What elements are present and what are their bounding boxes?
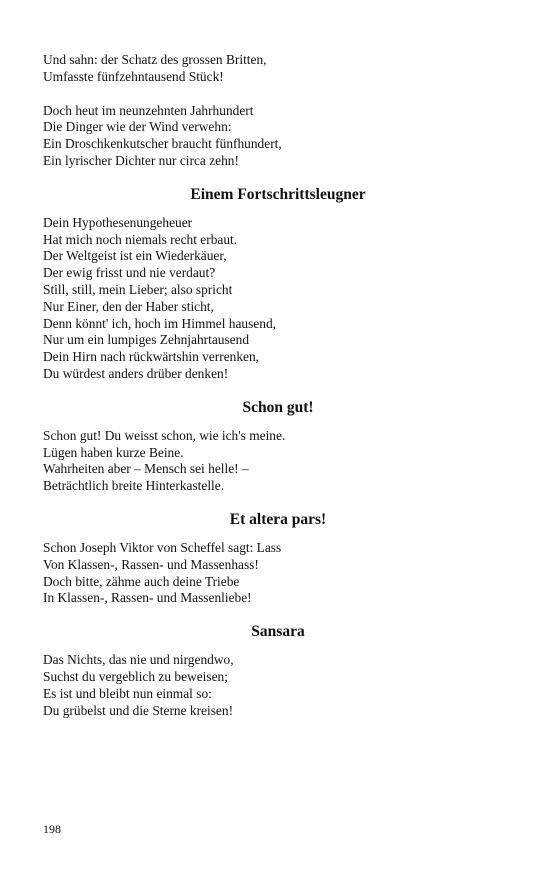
verse-line: Denn könnt' ich, hoch im Himmel hausend,: [43, 315, 276, 331]
verse-line: Lügen haben kurze Beine.: [43, 444, 184, 460]
poem-title: Schon gut!: [242, 398, 314, 416]
verse-line: Nur um ein lumpiges Zehnjahrtausend: [43, 332, 250, 348]
verse-line: Doch heut im neunzehnten Jahrhundert: [43, 102, 254, 118]
stanza-gap: [43, 86, 513, 103]
page-number: 198: [43, 822, 61, 836]
poem-einem-fortschrittsleugner: [43, 170, 513, 383]
verse-line: Die Dinger wie der Wind verwehn:: [43, 119, 232, 135]
stanza: [43, 540, 513, 607]
poem-title: Sansara: [251, 623, 305, 641]
poem-title: Einem Fortschrittsleugner: [190, 185, 366, 203]
page-content: [43, 52, 513, 719]
stanza: [43, 652, 513, 719]
verse-line: Ein lyrischer Dichter nur circa zehn!: [43, 152, 239, 168]
verse-line: Schon Joseph Viktor von Scheffel sagt: Lass: [43, 539, 282, 555]
verse-line: Du würdest anders drüber denken!: [43, 365, 229, 381]
verse-line: Umfasste fünfzehntausend Stück!: [43, 68, 224, 84]
stanza: [43, 215, 513, 383]
verse-line: In Klassen-, Rassen- und Massenliebe!: [43, 590, 252, 606]
verse-line: Ein Droschkenkutscher braucht fünfhundert,: [43, 136, 282, 152]
verse-line: Beträchtlich breite Hinterkastelle.: [43, 478, 225, 494]
poem-continuation: [43, 52, 513, 170]
stanza: [43, 52, 513, 86]
verse-line: Der Weltgeist ist ein Wiederkäuer,: [43, 248, 227, 264]
verse-line: Dein Hirn nach rückwärtshin verrenken,: [43, 349, 260, 365]
poem-title: Et altera pars!: [229, 510, 327, 528]
verse-line: Nur Einer, den der Haber sticht,: [43, 298, 214, 314]
verse-line: Suchst du vergeblich zu beweisen;: [43, 668, 228, 684]
stanza: [43, 103, 513, 170]
verse-line: Der ewig frisst und nie verdaut?: [43, 265, 216, 281]
verse-line: Und sahn: der Schatz des grossen Britten,: [43, 52, 267, 67]
verse-line: Still, still, mein Lieber; also spricht: [43, 281, 233, 297]
poem-et-altera-pars: [43, 495, 513, 607]
verse-line: Schon gut! Du weisst schon, wie ich's meine.: [43, 427, 286, 443]
poem-sansara: [43, 607, 513, 719]
verse-line: Von Klassen-, Rassen- und Massenhass!: [43, 556, 259, 572]
verse-line: Es ist und bleibt nun einmal so:: [43, 685, 212, 701]
verse-line: Wahrheiten aber – Mensch sei helle! –: [43, 461, 249, 477]
verse-line: Doch bitte, zähme auch deine Triebe: [43, 573, 240, 589]
verse-line: Das Nichts, das nie und nirgendwo,: [43, 652, 234, 668]
verse-line: Hat mich noch niemals recht erbaut.: [43, 231, 238, 247]
verse-line: Du grübelst und die Sterne kreisen!: [43, 702, 234, 718]
poem-schon-gut: [43, 383, 513, 495]
verse-line: Dein Hypothesenungeheuer: [43, 214, 193, 230]
stanza: [43, 428, 513, 495]
